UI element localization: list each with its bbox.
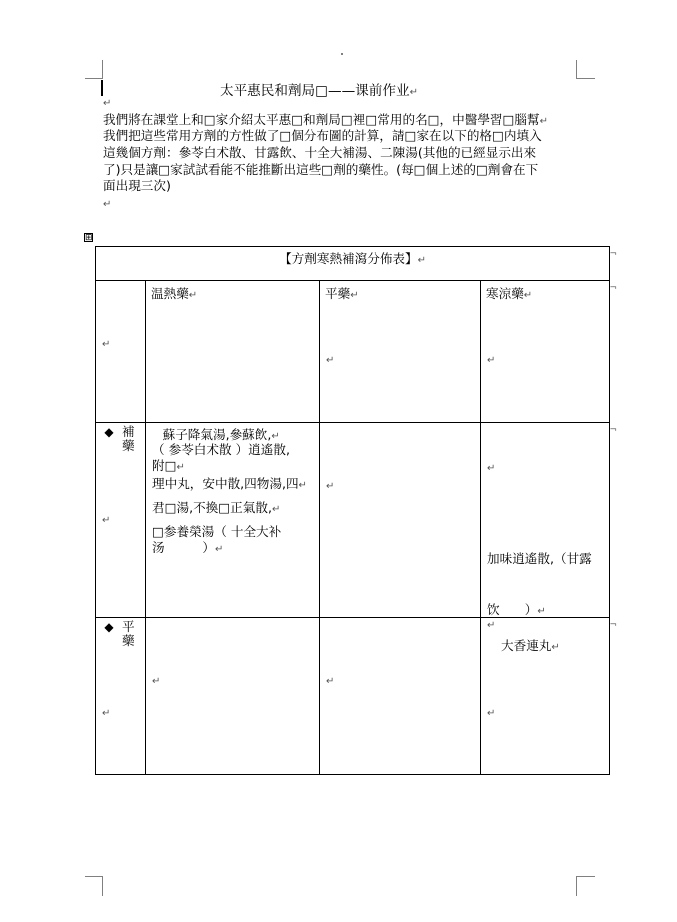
document-title[interactable] (220, 79, 418, 99)
cell-tonify-cold[interactable] (481, 423, 618, 618)
crop-mark-top-right-v (576, 60, 577, 78)
paragraph-mark: ↵ (326, 676, 335, 687)
intro-text: 我們把這些常用方劑的方性做了□個分布圖的計算，請□家在以下的格□内填入 (103, 128, 542, 143)
cell-neutral-cold[interactable] (481, 618, 618, 775)
row-label-neutral-cell[interactable] (96, 618, 146, 775)
cell-neutral-neutral[interactable] (320, 618, 481, 775)
paragraph-mark: ↵ (103, 98, 112, 109)
paragraph-mark: ↵ (350, 290, 359, 301)
paragraph-mark: ↵ (152, 676, 161, 687)
intro-text: 面出現三次) (103, 178, 171, 193)
corner-cell[interactable] (96, 281, 146, 423)
row-label-tonify (96, 423, 145, 453)
cell-line: 饮 ）↵ (487, 602, 546, 617)
table-move-handle-icon[interactable]: ⊞ (85, 233, 93, 243)
paragraph-mark: ↵ (326, 481, 335, 492)
cell-tonify-warm[interactable] (146, 423, 320, 618)
header-dot (341, 53, 343, 55)
paragraph-mark: ↵ (298, 480, 307, 491)
row-label-tonify-cell[interactable] (96, 423, 146, 618)
paragraph-mark: ↵ (417, 255, 426, 266)
row-label-text: 平藥 (122, 619, 135, 648)
intro-text: 我們將在課堂上和□家介紹太平惠□和劑局□裡□常用的名□，中醫學習□腦幫 (103, 112, 540, 127)
end-of-row-mark: ¬ (609, 425, 618, 435)
crop-mark-top-left-v (102, 60, 103, 78)
diamond-bullet-icon: ◆ (104, 620, 114, 634)
column-header-neutral[interactable] (320, 281, 481, 423)
paragraph-mark: ↵ (102, 708, 111, 719)
paragraph-mark: ↵ (188, 290, 198, 301)
column-header-text: 温熱藥 (151, 286, 189, 301)
table-caption: 【方劑寒熱補瀉分佈表】 (279, 251, 418, 266)
paragraph-mark: ↵ (102, 515, 111, 526)
paragraph-mark: ↵ (551, 642, 560, 653)
table-caption-cell[interactable] (96, 247, 618, 281)
intro-text: 這幾個方劑：參苓白术散、甘露飲、十全大補湯、二陳湯(其他的已經显示出來 (103, 145, 537, 160)
cell-line: 君□湯,不換□正氣散,↵ (152, 500, 281, 515)
cell-line: 理中丸，安中散,四物湯,四↵ (152, 476, 307, 491)
column-header-text: 平藥 (325, 286, 351, 301)
crop-mark-bottom-left-h (85, 876, 103, 877)
column-header-text: 寒涼藥 (486, 286, 524, 301)
end-of-row-mark: ¬ (609, 283, 618, 293)
paragraph-mark: ↵ (523, 290, 533, 301)
diamond-bullet-icon: ◆ (104, 425, 114, 439)
cell-line: （ 参苓白术散 ）逍遙散, (152, 442, 290, 457)
paragraph-mark: ↵ (102, 339, 111, 350)
cell-line: □参養榮湯（ 十全大补 (152, 524, 282, 539)
row-label-text: 補藥 (122, 424, 135, 453)
intro-line-1[interactable] (103, 113, 548, 129)
crop-mark-bottom-right-v (576, 876, 577, 896)
paragraph-mark: ↵ (487, 708, 496, 719)
paragraph-mark: ↵ (539, 116, 549, 127)
row-label-neutral (96, 618, 145, 648)
paragraph-mark: ↵ (487, 463, 496, 474)
paragraph-mark: ↵ (537, 606, 546, 617)
crop-mark-top-left-h (85, 78, 103, 79)
intro-line-2[interactable] (103, 129, 542, 143)
intro-line-3[interactable] (103, 146, 536, 160)
cell-line: 加味逍遙散,（甘露 (487, 551, 592, 566)
paragraph-mark: ↵ (176, 462, 185, 473)
end-of-row-mark: ¬ (609, 620, 618, 630)
document-title-text: 太平惠民和劑局□——课前作业 (220, 83, 410, 99)
intro-text: 了)只是讓□家試試看能不能推斷出這些□劑的藥性。(每□個上述的□劑會在下 (103, 162, 539, 177)
cell-neutral-warm[interactable] (146, 618, 320, 775)
paragraph-mark: ↵ (271, 504, 281, 515)
cell-line: 蘇子降氣湯,參蘇飲,↵ (150, 427, 280, 442)
prescription-distribution-table (95, 246, 618, 775)
cell-line: 汤 ）↵ (152, 540, 224, 555)
paragraph-mark: ↵ (214, 544, 224, 555)
paragraph-mark: ↵ (487, 355, 496, 366)
crop-mark-top-right-h (576, 78, 595, 79)
paragraph-mark: ↵ (103, 199, 112, 210)
cell-line: 附□↵ (152, 458, 185, 473)
paragraph-mark: ↵ (409, 87, 418, 98)
cell-line: 大香連丸↵ (501, 638, 560, 653)
paragraph-mark: ↵ (271, 431, 280, 442)
crop-mark-bottom-right-h (576, 876, 595, 877)
paragraph-mark: ↵ (326, 355, 335, 366)
crop-mark-bottom-left-v (102, 876, 103, 896)
paragraph-mark: ↵ (487, 620, 496, 631)
end-of-row-mark: ¬ (609, 249, 618, 259)
cell-tonify-neutral[interactable] (320, 423, 481, 618)
column-header-warm[interactable] (146, 281, 320, 423)
intro-line-5[interactable] (103, 179, 171, 193)
text-cursor (101, 80, 103, 96)
column-header-cold[interactable] (481, 281, 618, 423)
intro-line-4[interactable] (103, 163, 538, 177)
